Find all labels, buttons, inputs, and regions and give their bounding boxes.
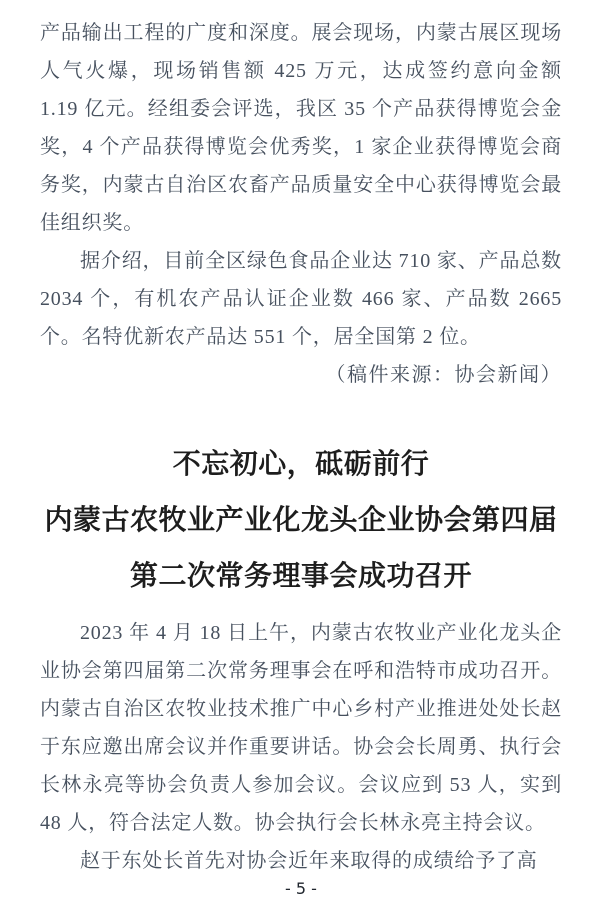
meeting-paragraph-speech-start: 赵于东处长首先对协会近年来取得的成绩给予了高	[80, 850, 538, 872]
article-title	[40, 436, 562, 604]
article-title-line-2: 内蒙古农牧业产业化龙头企业协会第四届	[44, 504, 558, 535]
article-title-line-3: 第二次常务理事会成功召开	[129, 560, 472, 591]
article-title-line-1: 不忘初心，砥砺前行	[172, 448, 430, 479]
source-attribution: （稿件来源：协会新闻）	[325, 364, 562, 386]
meeting-paragraph-opening: 2023 年 4 月 18 日上午，内蒙古农牧业产业化龙头企业协会第四届第二次常务理事会在呼和浩特市成功召开。内蒙古自治区农牧业技术推广中心乡村产业推进处处长赵于东应邀出席会议并作重要讲话。协会会长周勇、执行会长林永亮等协会负责人参加会议。会议应到 53 人，实到 48 人，符合法定人数。协会执行会长林永亮主持会议。	[40, 622, 562, 834]
expo-paragraph-statistics: 据介绍，目前全区绿色食品企业达 710 家、产品总数 2034 个，有机农产品认证企业数 466 家、产品数 2665 个。名特优新农产品达 551 个，居全国第 2 位。	[40, 250, 562, 348]
page-content	[40, 14, 562, 880]
page-number: - 5 -	[285, 879, 317, 898]
expo-paragraph-continuation: 产品输出工程的广度和深度。展会现场，内蒙古展区现场人气火爆，现场销售额 425 万元，达成签约意向金额 1.19 亿元。经组委会评选，我区 35 个产品获得博览会金奖，4 个产品获得博览会优秀奖，1 家企业获得博览会商务奖，内蒙古自治区农畜产品质量安全中心获得博览会最佳组织奖。	[40, 22, 562, 234]
